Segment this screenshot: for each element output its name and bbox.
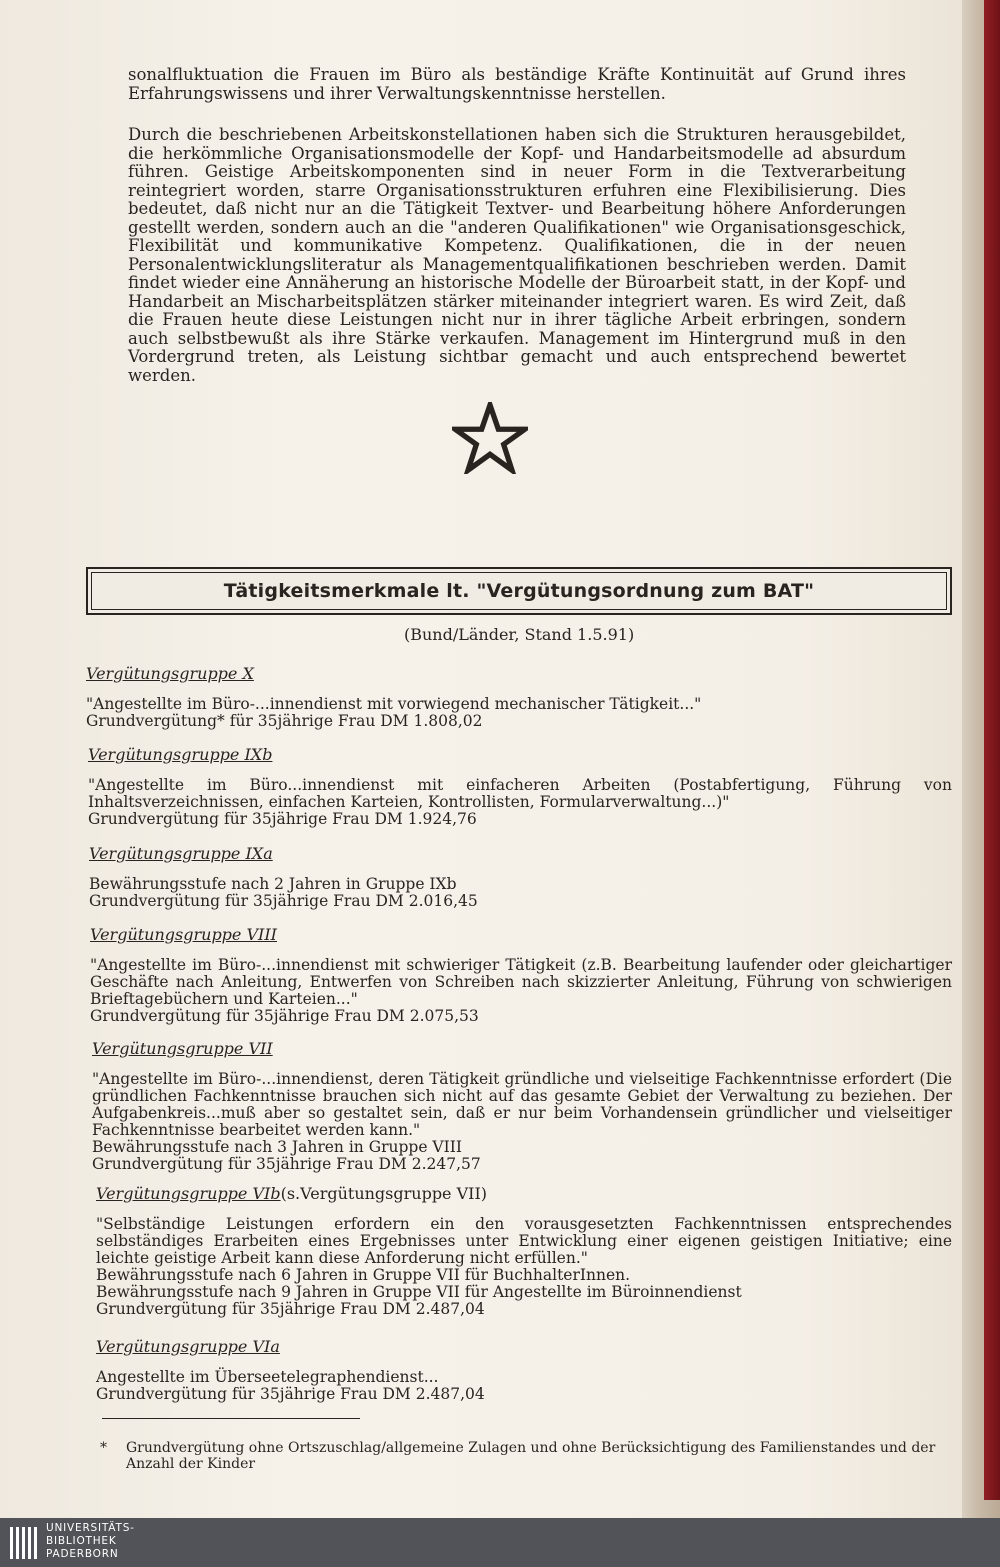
book-spine [984,0,1000,1500]
footnote-text: Grundvergütung ohne Ortszuschlag/allgemeine Zulagen und ohne Berücksichtigung des Familienstandes und der Anzahl der Kinder [126,1440,936,1472]
footnote-divider [102,1418,360,1419]
salary-group-reference: (s.Vergütungsgruppe VII) [280,1184,488,1203]
salary-group-title-row [86,665,952,682]
salary-group-title: Vergütungsgruppe VIb [96,1184,281,1203]
library-name-line-2: BIBLIOTHEK [46,1535,117,1547]
salary-group-line: "Angestellte im Büro...innendienst mit einfacheren Arbeiten (Postabfertigung, Führung von Inhaltsverzeichnissen, einfachen Karteien, Kontrollisten, Formularverwaltung...)" [88,776,952,811]
salary-group-title-row [92,1040,952,1057]
salary-group-line: Grundvergütung für 35jährige Frau DM 2.487,04 [96,1300,485,1318]
library-logo-icon [8,1524,38,1562]
salary-group-body [92,1071,952,1173]
star-icon [452,402,528,474]
salary-group-line: Grundvergütung für 35jährige Frau DM 2.247,57 [92,1155,481,1173]
salary-group-title: Vergütungsgruppe IXb [88,745,273,764]
salary-group-title: Vergütungsgruppe VIa [96,1337,280,1356]
intro-paragraph-2: Durch die beschriebenen Arbeitskonstellationen haben sich die Strukturen herausgebildet, die herkömmliche Organisationsmodelle der Kopf- und Handarbeitsmodelle ad absurdum führen. Geistige Arbeitskomponenten sind in neuer Form in die Textverarbeitung reintegriert worden, starre Organisationsstrukturen erfuhren eine Flexibilisierung. Dies bedeutet, daß nicht nur an die Tätigkeit Textver- und Bearbeitung höhere Anforderungen gestellt werden, sondern auch an die "anderen Qualifikationen" wie Organisationsgeschick, Flexibilität und kommunikative Kompetenz. Qualifikationen, die in der neuen Personalentwicklungsliteratur als Managementqualifikationen beschrieben werden. Damit findet wieder eine Annäherung an historische Modelle der Büroarbeit statt, in der Kopf- und Handarbeit an Mischarbeitsplätzen stärker miteinander integriert waren. Es wird Zeit, daß die Frauen heute diese Leistungen nicht nur in ihrer tägliche Arbeit erbringen, sondern auch selbstbewußt als ihre Stärke verkaufen. Management im Hintergrund muß in den Vordergrund treten, als Leistung sichtbar gemacht und auch entsprechend bewertet werden. [128,125,906,385]
footnote-mark: * [100,1440,107,1456]
salary-group-body [96,1369,952,1403]
salary-group-line: "Angestellte im Büro-...innendienst, deren Tätigkeit gründliche und vielseitige Fachkenntnisse erfordert (Die gründlichen Fachkenntnisse brauchen sich nicht auf das gesamte Gebiet der Verwaltung zu beziehen. Der Aufgabenkreis...muß aber so gestaltet sein, daß er nur beim Vorhandensein gründlicher und vielseitiger Fachkenntnisse bearbeitet werden kann." [92,1070,952,1139]
salary-group [96,1338,952,1403]
salary-group-title: Vergütungsgruppe VII [92,1039,273,1058]
salary-group-line: Grundvergütung für 35jährige Frau DM 2.487,04 [96,1385,485,1403]
salary-group-title: Vergütungsgruppe VIII [90,925,277,944]
intro-paragraph-1: sonalfluktuation die Frauen im Büro als beständige Kräfte Kontinuität auf Grund ihres Erfahrungswissens und ihrer Verwaltungskenntnisse herstellen. [128,65,906,103]
salary-group-line: Bewährungsstufe nach 2 Jahren in Gruppe IXb [89,875,457,893]
salary-group [92,1040,952,1173]
salary-group-line: "Selbständige Leistungen erfordern ein den vorausgesetzten Fachkenntnissen entsprechendes selbständiges Erarbeiten eines Ergebnisses unter Entwicklung einer eigenen geistigen Initiative; eine leichte geistige Arbeit kann diese Anforderung nicht erfüllen." [96,1215,952,1267]
section-heading-subtitle: (Bund/Länder, Stand 1.5.91) [404,625,635,644]
salary-group [90,926,952,1025]
salary-group-line: Grundvergütung für 35jährige Frau DM 1.924,76 [88,810,477,828]
salary-group [89,845,952,910]
salary-group-line: "Angestellte im Büro-...innendienst mit schwieriger Tätigkeit (z.B. Bearbeitung laufender oder gleichartiger Geschäfte nach Anleitung, Entwerfen von Schreiben nach skizzierter Anleitung, Führung von schwierigen Brieftagebüchern und Karteien..." [90,956,952,1008]
salary-group [88,746,952,828]
library-footer [0,1518,1000,1567]
salary-group-title-row [88,746,952,763]
salary-group-body [88,777,952,828]
salary-group-line: "Angestellte im Büro-...innendienst mit vorwiegend mechanischer Tätigkeit..." [86,695,702,713]
salary-group-body [96,1216,952,1318]
salary-group-body [90,957,952,1025]
salary-group-body [89,876,952,910]
library-name-line-1: UNIVERSITÄTS- [46,1522,135,1534]
salary-group-title-row [96,1185,952,1202]
salary-group-title-row [96,1338,952,1355]
salary-group-title: Vergütungsgruppe IXa [89,844,273,863]
section-heading-title: Tätigkeitsmerkmale lt. "Vergütungsordnung zum BAT" [223,580,815,602]
library-name-line-3: PADERBORN [46,1548,119,1560]
salary-group [96,1185,952,1318]
salary-group-line: Grundvergütung* für 35jährige Frau DM 1.808,02 [86,712,483,730]
salary-group-title-row [90,926,952,943]
library-name [46,1522,135,1561]
salary-group-line: Grundvergütung für 35jährige Frau DM 2.075,53 [90,1007,479,1025]
salary-group-line: Bewährungsstufe nach 3 Jahren in Gruppe VIII [92,1138,462,1156]
salary-group-line: Bewährungsstufe nach 6 Jahren in Gruppe VII für BuchhalterInnen. [96,1266,631,1284]
salary-group-line: Angestellte im Überseetelegraphendienst... [96,1368,439,1386]
salary-group-body [86,696,952,730]
section-heading-box [86,567,952,615]
salary-group-title-row [89,845,952,862]
salary-group [86,665,952,730]
salary-group-title: Vergütungsgruppe X [86,664,254,683]
footnote [100,1440,962,1472]
salary-group-line: Grundvergütung für 35jährige Frau DM 2.016,45 [89,892,478,910]
salary-group-line: Bewährungsstufe nach 9 Jahren in Gruppe VII für Angestellte im Büroinnendienst [96,1283,742,1301]
